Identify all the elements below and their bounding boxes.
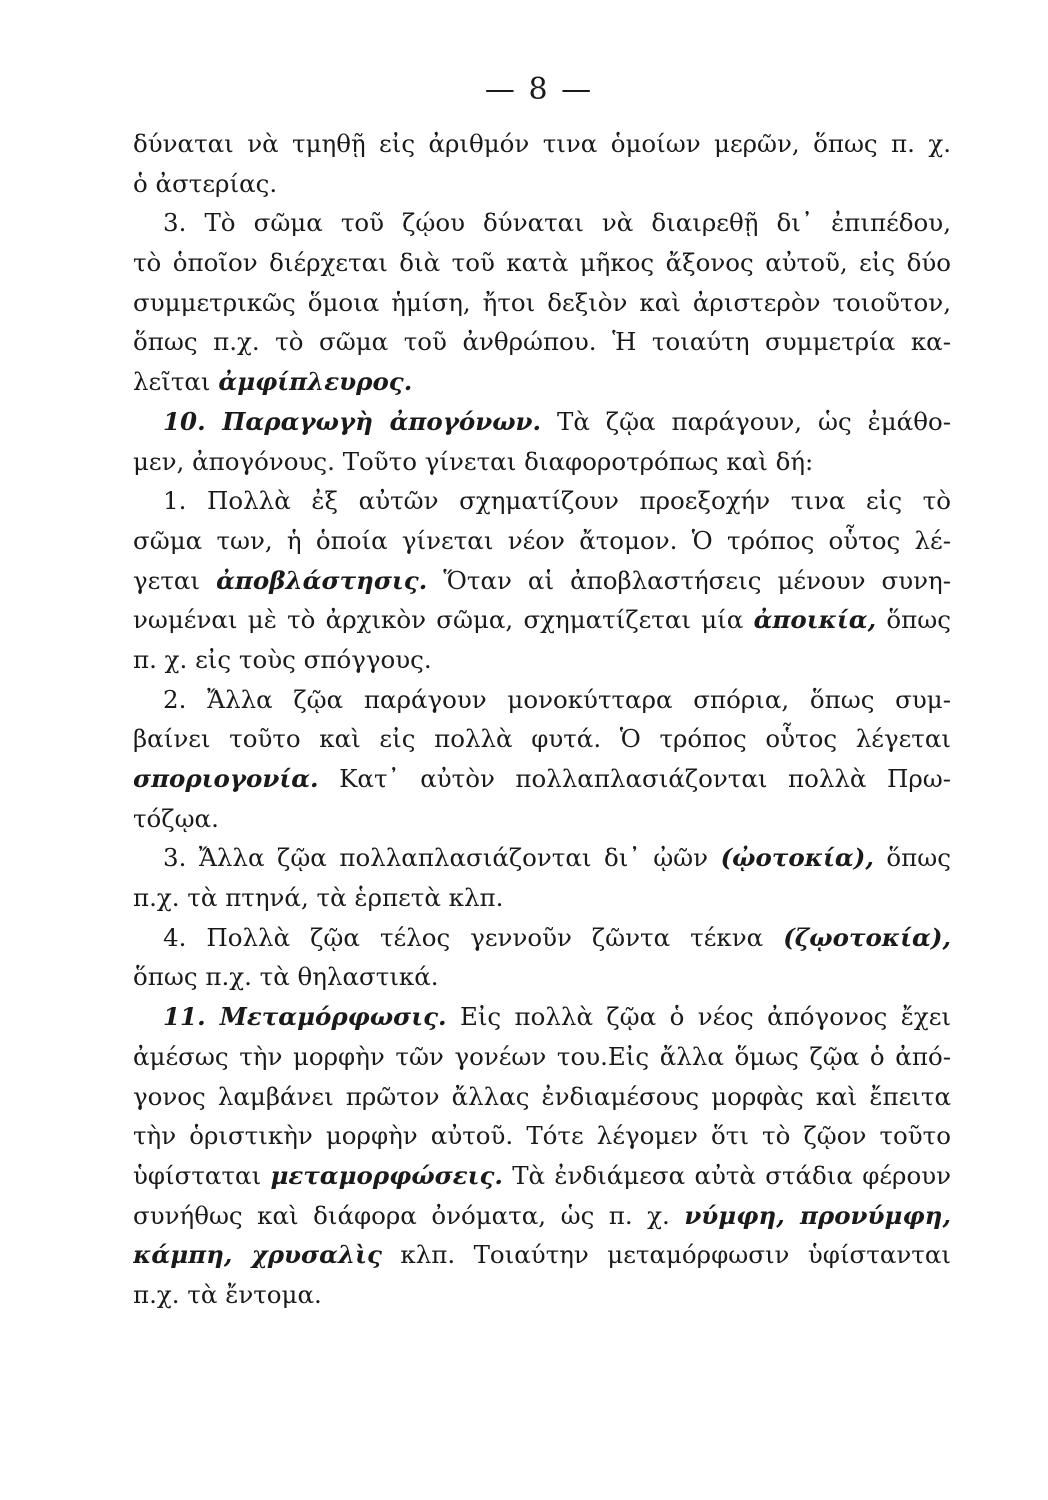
text-line: π. χ. εἰς τοὺς σπόγγους. <box>133 644 432 674</box>
text-line: π.χ. τὰ πτηνά, τὰ ἑρπετὰ κλπ. <box>133 883 504 913</box>
text-line: 11. Μεταμόρφωσις. Εἰς πολλὰ ζῷα ὁ νέος ἀπόγονος ἔχει <box>163 1002 951 1032</box>
term-emphasis: κάμπη, χρυσαλὶς <box>133 1240 382 1270</box>
text-line: μεν, ἀπογόνους. Τοῦτο γίνεται διαφοροτρόπως καὶ δή: <box>133 446 814 476</box>
text-line: 3. Τὸ σῶμα τοῦ ζῴου δύναται νὰ διαιρεθῇ δι᾽ ἐπιπέδου, <box>163 208 951 238</box>
term-emphasis: (ζῳοτοκία), <box>783 922 951 952</box>
text-line: γεται ἀποβλάστησις. Ὅταν αἱ ἀποβλαστήσεις μένουν συνη- <box>133 565 951 595</box>
text-line: 1. Πολλὰ ἐξ αὐτῶν σχηματίζουν προεξοχήν τινα εἰς τὸ <box>163 486 951 516</box>
term-emphasis: νύμφη, προνύμφη, <box>684 1200 951 1230</box>
text-line: σποριογονία. Κατ᾽ αὐτὸν πολλαπλασιάζονται πολλὰ Πρω- <box>133 764 951 793</box>
text-line: δύναται νὰ τμηθῇ εἰς ἀριθμόν τινα ὁμοίων μερῶν, ὅπως π. χ. <box>133 129 951 158</box>
text-line: ὑφίσταται μεταμορφώσεις. Τὰ ἐνδιάμεσα αὐτὰ στάδια φέρουν <box>133 1160 951 1190</box>
section-heading: 11. Μεταμόρφωσις. <box>163 1002 447 1032</box>
text-line: τὸ ὁποῖον διέρχεται διὰ τοῦ κατὰ μῆκος ἄξονος αὐτοῦ, εἰς δύο <box>133 248 951 278</box>
term-emphasis: ἀποικία, <box>753 605 877 635</box>
term-emphasis: σποριογονία. <box>133 764 319 793</box>
text-line: λεῖται ἀμφίπλευρος. <box>133 367 413 397</box>
text-line: βαίνει τοῦτο καὶ εἰς πολλὰ φυτά. Ὁ τρόπος οὗτος λέγεται <box>133 724 951 754</box>
term-emphasis: (ᾠοτοκία), <box>720 843 874 873</box>
text-line: ὅπως π.χ. τὸ σῶμα τοῦ ἀνθρώπου. Ἡ τοιαύτη συμμετρία κα- <box>133 327 951 357</box>
text-line: τὴν ὁριστικὴν μορφὴν αὐτοῦ. Τότε λέγομεν ὅτι τὸ ζῷον τοῦτο <box>133 1121 951 1151</box>
text-line: 3. Ἄλλα ζῷα πολλαπλασιάζονται δι᾽ ᾠῶν (ᾠοτοκία), ὅπως <box>163 843 951 873</box>
text-line: 2. Ἄλλα ζῷα παράγουν μονοκύτταρα σπόρια, ὅπως συμ- <box>163 684 951 714</box>
term-emphasis: μεταμορφώσεις. <box>270 1160 503 1190</box>
section-heading: 10. Παραγωγὴ ἀπογόνων. <box>163 406 542 436</box>
text-line: γονος λαμβάνει πρῶτον ἄλλας ἐνδιαμέσους μορφὰς καὶ ἔπειτα <box>133 1081 951 1111</box>
text-line: συνήθως καὶ διάφορα ὀνόματα, ὡς π. χ. νύμφη, προνύμφη, <box>133 1200 951 1230</box>
text-line: ὅπως π.χ. τὰ θηλαστικά. <box>133 962 439 992</box>
text-line: ὁ ἀστερίας. <box>133 168 278 198</box>
text-line: 4. Πολλὰ ζῷα τέλος γεννοῦν ζῶντα τέκνα (ζῳοτοκία), <box>163 922 951 952</box>
text-line: συμμετρικῶς ὅμοια ἡμίση, ἤτοι δεξιὸν καὶ ἀριστερὸν τοιοῦτον, <box>133 287 951 317</box>
text-line: π.χ. τὰ ἔντομα. <box>133 1279 322 1309</box>
page-number: — 8 — <box>484 72 594 107</box>
text-line: σῶμα των, ἡ ὁποία γίνεται νέον ἄτομον. Ὁ τρόπος οὗτος λέ- <box>133 525 951 555</box>
term-emphasis: ἀμφίπλευρος. <box>218 367 413 397</box>
text-line: 10. Παραγωγὴ ἀπογόνων. Τὰ ζῷα παράγουν, ὡς ἐμάθο- <box>163 406 951 436</box>
text-line: τόζῳα. <box>133 803 219 833</box>
text-line: κάμπη, χρυσαλὶς κλπ. Τοιαύτην μεταμόρφωσιν ὑφίστανται <box>133 1240 951 1270</box>
text-line: νωμέναι μὲ τὸ ἀρχικὸν σῶμα, σχηματίζεται μία ἀποικία, ὅπως <box>133 605 951 635</box>
body-text <box>133 124 951 1315</box>
term-emphasis: ἀποβλάστησις. <box>216 565 428 595</box>
text-line: ἀμέσως τὴν μορφὴν τῶν γονέων του.Εἰς ἄλλα ὅμως ζῷα ὁ ἀπό- <box>133 1041 951 1071</box>
